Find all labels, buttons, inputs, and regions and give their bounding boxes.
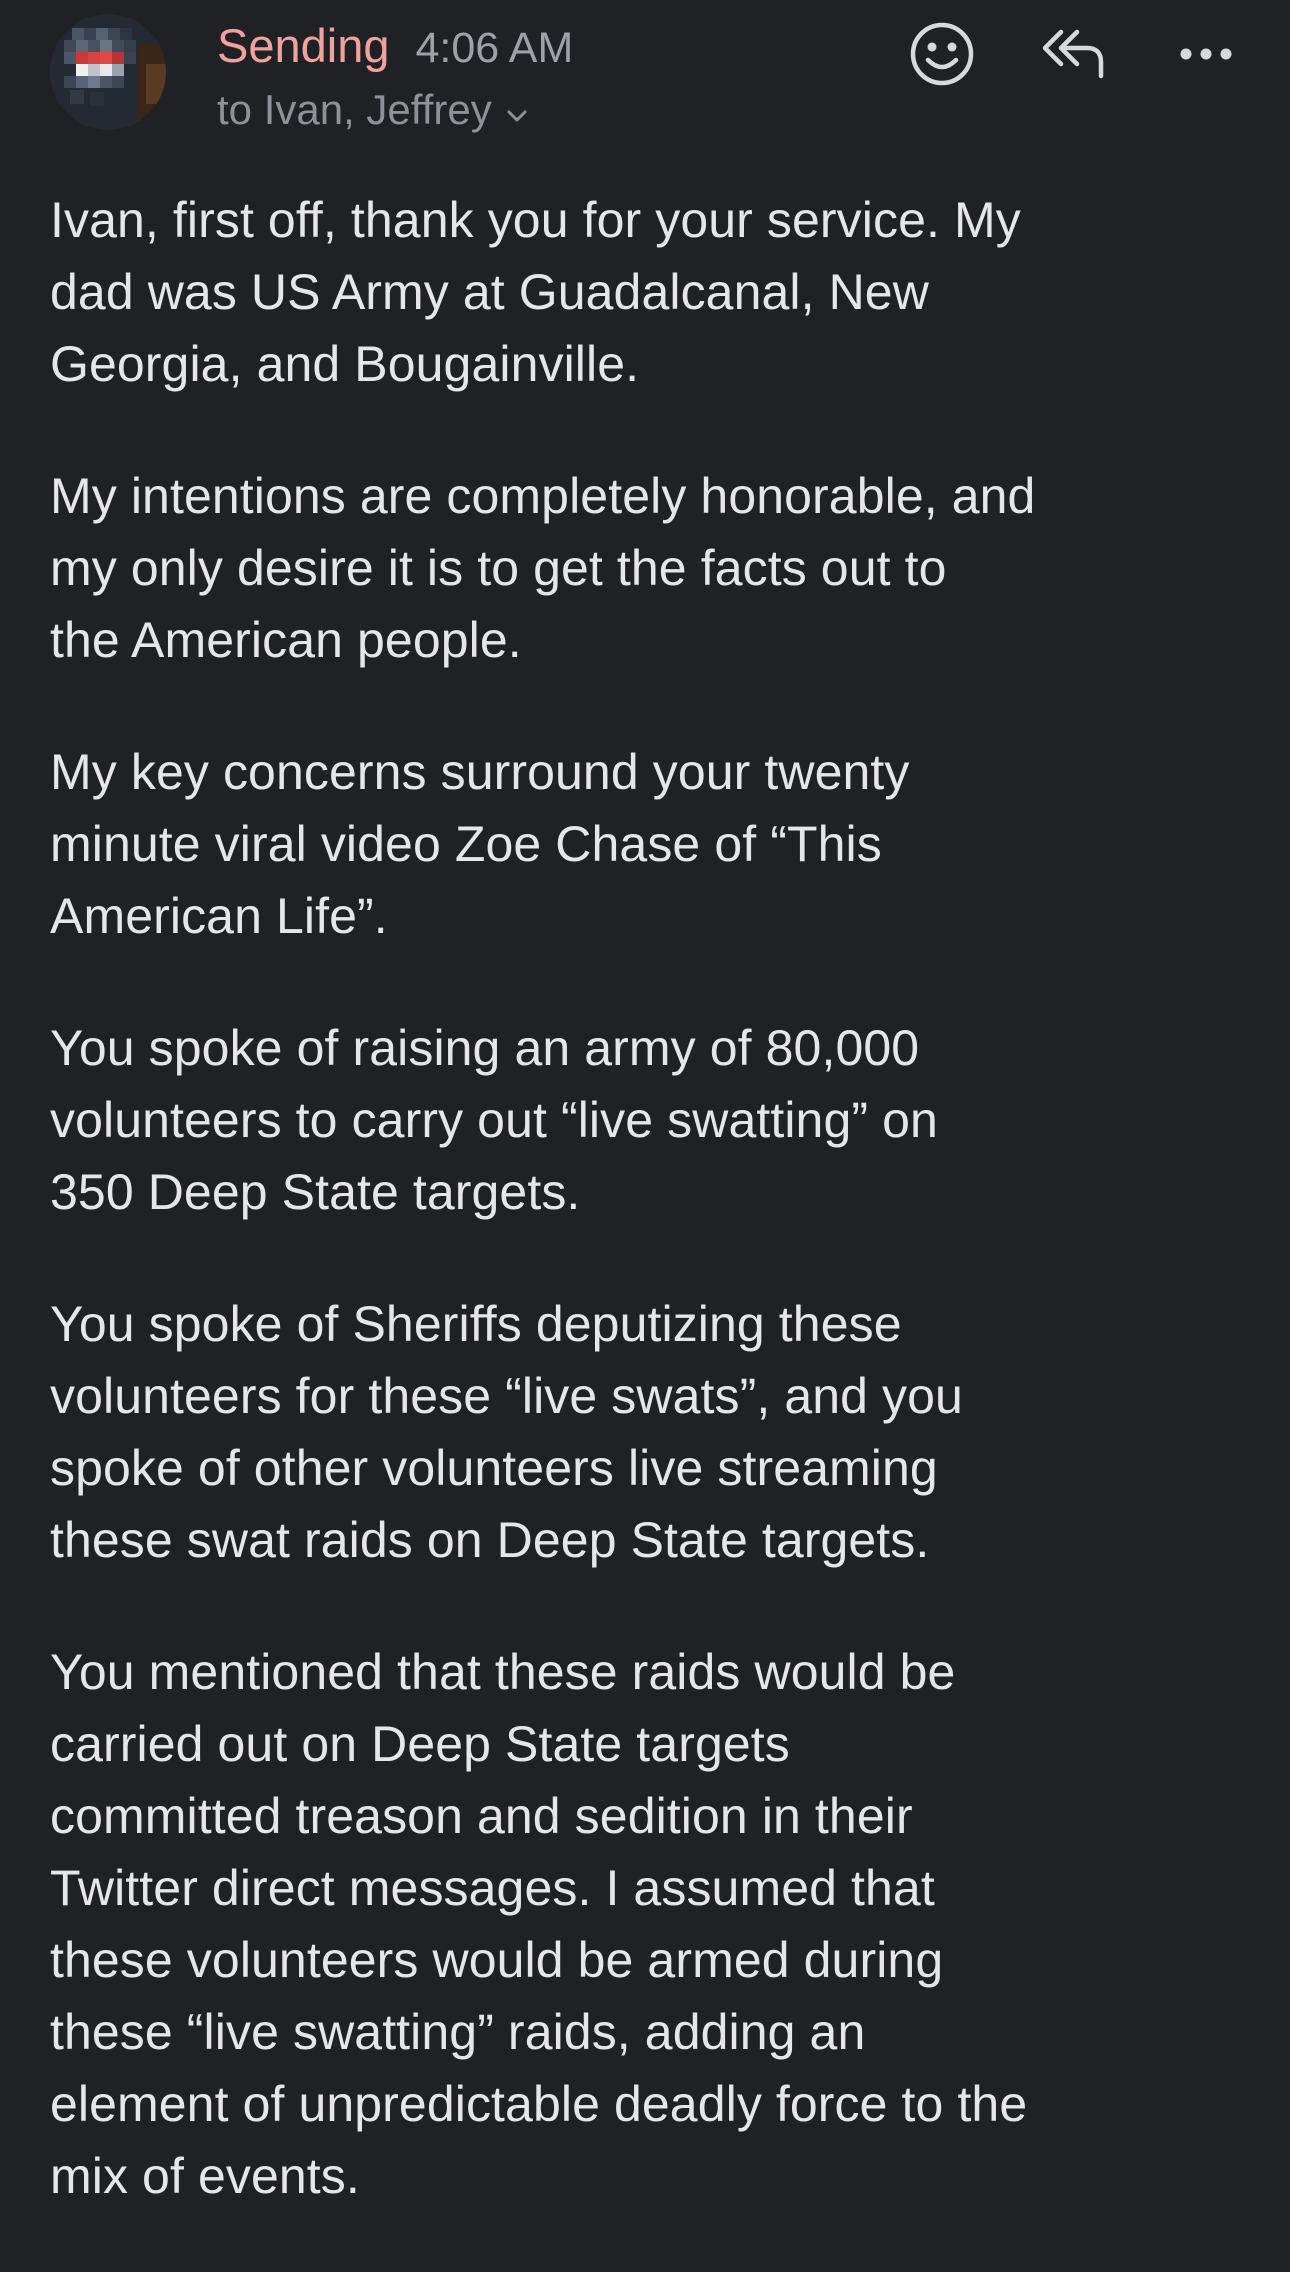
recipients-label: to Ivan, Jeffrey (217, 86, 492, 133)
reply-all-button[interactable] (1034, 16, 1114, 96)
more-options-button[interactable] (1166, 16, 1246, 96)
emoji-reaction-button[interactable] (902, 16, 982, 96)
message-paragraph: Ivan, first off, thank you for your service. My dad was US Army at Guadalcanal, New Georgia, and Bougainville. (50, 192, 1021, 392)
smiley-face-icon (909, 21, 975, 92)
recipients-toggle[interactable] (217, 86, 528, 134)
sender-line (217, 18, 573, 74)
message-paragraph: You spoke of Sheriffs deputizing these volunteers for these “live swats”, and you spoke of other volunteers live streaming these swat raids on Deep State targets. (50, 1296, 963, 1568)
message-paragraph: You spoke of raising an army of 80,000 volunteers to carry out “live swatting” on 350 Deep State targets. (50, 1020, 938, 1220)
more-horizontal-icon (1178, 46, 1234, 67)
message-header (0, 0, 1290, 160)
message-paragraph: You mentioned that these raids would be carried out on Deep State targets committed treason and sedition in their Twitter direct messages. I assumed that these volunteers would be armed during these “live swatting” raids, adding an element of unpredictable deadly force to the mix of events. (50, 1644, 1028, 2204)
avatar-image (50, 14, 166, 130)
avatar[interactable] (50, 14, 166, 130)
sender-status: Sending (217, 19, 390, 72)
message-paragraph: My key concerns surround your twenty minute viral video Zoe Chase of “This American Life”. (50, 744, 910, 944)
reply-all-icon (1039, 26, 1109, 87)
chevron-down-icon (506, 86, 528, 134)
message-body (50, 184, 1250, 2272)
message-time: 4:06 AM (415, 24, 574, 72)
message-paragraph: My intentions are completely honorable, and my only desire it is to get the facts out to the American people. (50, 468, 1036, 668)
